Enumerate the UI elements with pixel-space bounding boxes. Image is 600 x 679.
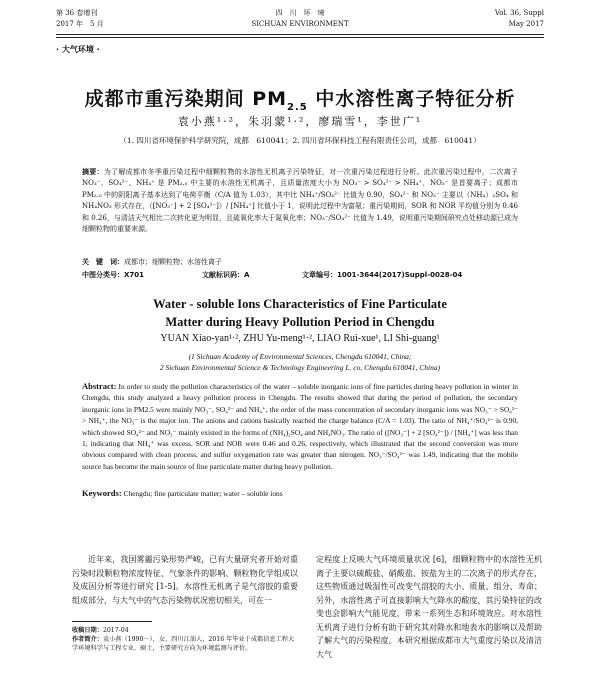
header-volume-en: Vol. 36, Suppl [494,9,544,17]
header-volume-cn: 第 36 卷增刊 [56,9,98,17]
cn-authors: 袁小燕¹·²，朱羽蒙¹·²，廖瑞雪¹，李世广¹ [177,115,423,128]
footnote-received [72,626,298,635]
author-bio-label: 作者简介： [72,636,103,643]
header-center [56,8,544,30]
cn-keywords [82,257,518,267]
cn-title-main: 成都市重污染期间 PM [84,88,288,110]
en-abstract-label: Abstract: [82,381,117,391]
cn-keywords-text: 成都市；细颗粒物；水溶性离子 [124,258,222,266]
author-bio: 袁小燕（1990－），女，四川江油人，2016 年毕业于成都信息工程大学环境科学与工程专业，硕士，主要研究方向为环境监测与评价。 [72,636,295,652]
en-title [0,295,600,331]
header-journal-cn: 四 川 环 境 [275,9,325,17]
cn-title-tail: 中水溶性离子特征分析 [307,88,516,110]
en-keywords-label: Keywords: [82,488,122,498]
header-date-cn: 2017 年 5 月 [56,20,104,28]
cn-keywords-label: 关 键 词： [82,258,124,266]
header-right [495,8,544,30]
article-number: 文章编号：1001-3644(2017)Suppl-0028-04 [302,271,463,279]
header-date-en: May 2017 [508,20,544,28]
header-rule-thick [56,34,544,35]
en-keywords [82,488,518,498]
clc-number: 中图分类号：X701 [82,271,145,279]
cn-abstract [82,167,518,235]
body-column-left: 近年来，我国雾霾污染形势严峻，已有大量研究者开始对重污染时段颗粒物浓度特征、气象条件的影响、颗粒物化学组成以及成因分析等进行研究 [1-5]。水溶性无机离子是气溶胶的重要组成部分，与大气中的气态污染物状况密切相关，可在一 [72,555,298,605]
footnote [72,626,298,653]
en-abstract [82,381,518,472]
received-label: 收稿日期： [72,627,103,634]
body-column-right: 定程度上反映大气环境质量状况 [6]，细颗粒物中的水溶性无机离子主要以硫酸盐、硝酸盐、铵盐为主的二次离子的形式存在，这些物质通过吸湿性可改变气溶胶的大小、质量、组分、寿命；另外，水溶性离子可直接影响大气降水的酸度，其污染特征的改变也会影响大气能见度，带来一系列生态和环境效应。对水溶性无机离子进行分析有助于研究其对降水和地表水的影响以及帮助了解大气的污染程度。本研究根据成都市大气重度污染以及清洁大气 [316,555,542,659]
cn-title-subscript: 2.5 [287,101,308,113]
en-affiliation-1: (1 Sichuan Academy of Environmental Sciences, Chengdu 610041, China; [188,352,412,361]
en-title-line1: Water - soluble Ions Characteristics of Fine Particulate [153,297,447,311]
footnote-rule [72,621,152,622]
en-title-line2: Matter during Heavy Pollution Period in Chengdu [165,315,435,329]
header-journal-en: SICHUAN ENVIRONMENT [251,20,349,28]
en-keywords-text: Chengdu; fine particulate matter; water – soluble ions [123,489,283,498]
cn-abstract-label: 摘要： [82,168,104,176]
section-label: · 大气环境 · [56,45,100,54]
received-date: 2017-04 [102,627,129,634]
en-authors: YUAN Xiao-yan¹·², ZHU Yu-meng¹·², LIAO Rui-xue¹, LI Shi-guang¹ [160,333,440,344]
footnote-author [72,635,298,653]
cn-affiliation: （1. 四川省环境保护科学研究院，成都 610041；2. 四川省环保科技工程有限责任公司，成都 610041） [119,136,481,145]
header-rule-thin [56,37,544,38]
document-code: 文献标识码：A [202,271,250,279]
en-abstract-text: In order to study the pollution characteristics of the water – soluble inorganic ions of fine particles during heavy pollution in winter in Chengdu, this study analyzed a heavy pollution process in Chengdu. The results showed that during the period of pollution, the secondary inorganic ions in PM2.5 were mainly NO₃⁻, SO₄²⁻ and NH₄⁺, the order of the mass concentration of secondary inorganic ions was NO₃⁻ > SO₄²⁻ > NH₄⁺, the NO₃⁻ is the major ion. The anions and cations basically reached the charge balance (C/A = 1.03). The ratio of NH₄⁺/SO₄²⁻ is 0.90, which showed SO₄²⁻ and NO₃⁻ mainly existed in the forms of (NH₄)₂SO₄ and NH₄NO₃. The ratio of ([NO₃⁻] + 2 [SO₄²⁻]) / [NH₄⁺] was less than 1, indicating that NH₄⁺ was excess. SOR and NOR were 0.46 and 0.26, respectively, which illustrated that the second conversion was more obvious compared with clean process, and sulfur oxygenation rate was greater than nitrogen. NO₃⁻/SO₄²⁻ was 1.49, indicating that the mobile source has become the main source of fine particulate matter during heavy pollution. [82,382,518,471]
cn-abstract-text: 为了解成都市冬季重污染过程中细颗粒物的水溶性无机离子污染特征，对一次重污染过程进行分析。此次重污染过程中，二次离子 NO₃⁻、SO₄²⁻、NH₄⁺ 是 PM₂.₅ 中主要的水溶性无机离子，且质量浓度大小为 NO₃⁻ > SO₄²⁻ > NH₄⁺，NO₃⁻ 是首要离子；成都市 PM₂.₅ 中的阴阳离子基本达到了电荷平衡（C/A 值为 1.03），其中比 NH₄⁺/SO₄²⁻ 比值为 0.90，SO₄²⁻ 和 NO₃⁻ 主要以（NH₄）₂SO₄ 和 NH₄NO₃ 形式存在，（[NO₃⁻] + 2 [SO₄²⁻]）/ [NH₄⁺] 比值小于 1，说明此过程中为富氨；重污染期间，SOR 和 NOR 平均值分别为 0.46 和 0.26，与清洁天气相比二次转化更为明显，且硫氧化率大于氮氧化率；NO₃⁻/SO₄²⁻ 比值为 1.49，说明重污染期间研究点处移动源已成为细颗粒物的重要来源。 [82,168,519,234]
en-affiliation-2: 2 Sichuan Environmental Science & Technology Engineering L. co, Chengdu 610041, China) [159,363,441,372]
en-affiliation [0,351,600,373]
cn-title [0,84,600,113]
